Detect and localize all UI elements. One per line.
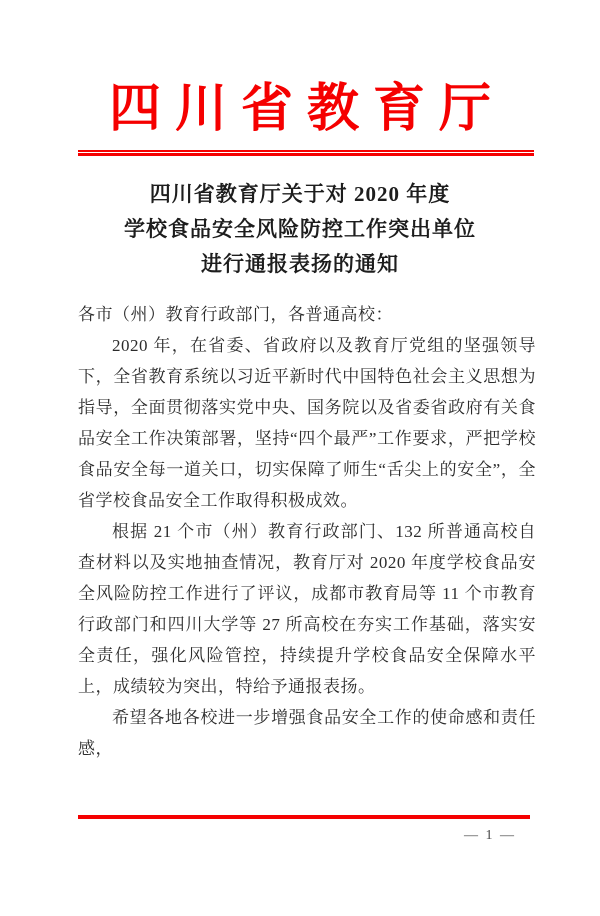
document-title xyxy=(0,177,600,282)
official-notice-page xyxy=(0,81,600,916)
document-body xyxy=(78,299,536,764)
body-paragraph-2: 根据 21 个市（州）教育行政部门、132 所普通高校自查材料以及实地抽查情况，教育厅对 2020 年度学校食品安全风险防控工作进行了评议，成都市教育局等 11 个市教育行政部门和四川大学等 27 所高校在夯实工作基础，落实安全责任，强化风险管控，持续提升学校食品安全保障水平上，成绩较为突出，特给予通报表扬。 xyxy=(78,522,536,696)
page-number: — 1 — xyxy=(464,828,516,843)
document-title-line-2: 学校食品安全风险防控工作突出单位 xyxy=(124,217,476,241)
document-title-line-3: 进行通报表扬的通知 xyxy=(201,252,399,276)
salutation-line: 各市（州）教育行政部门，各普通高校： xyxy=(78,305,393,324)
document-title-line-1: 四川省教育厅关于对 2020 年度 xyxy=(149,182,451,206)
letterhead-double-rule xyxy=(78,150,534,156)
footer-red-rule xyxy=(78,815,530,819)
body-paragraph-1: 2020 年，在省委、省政府以及教育厅党组的坚强领导下，全省教育系统以习近平新时代中国特色社会主义思想为指导，全面贯彻落实党中央、国务院以及省委省政府有关食品安全工作决策部署，坚持“四个最严”工作要求，严把学校食品安全每一道关口，切实保障了师生“舌尖上的安全”，全省学校食品安全工作取得积极成效。 xyxy=(78,336,536,510)
body-paragraph-3: 希望各地各校进一步增强食品安全工作的使命感和责任感， xyxy=(78,708,536,758)
letterhead-rule-thick-line xyxy=(78,153,534,156)
letterhead-agency-name: 四川省教育厅 xyxy=(108,81,505,138)
